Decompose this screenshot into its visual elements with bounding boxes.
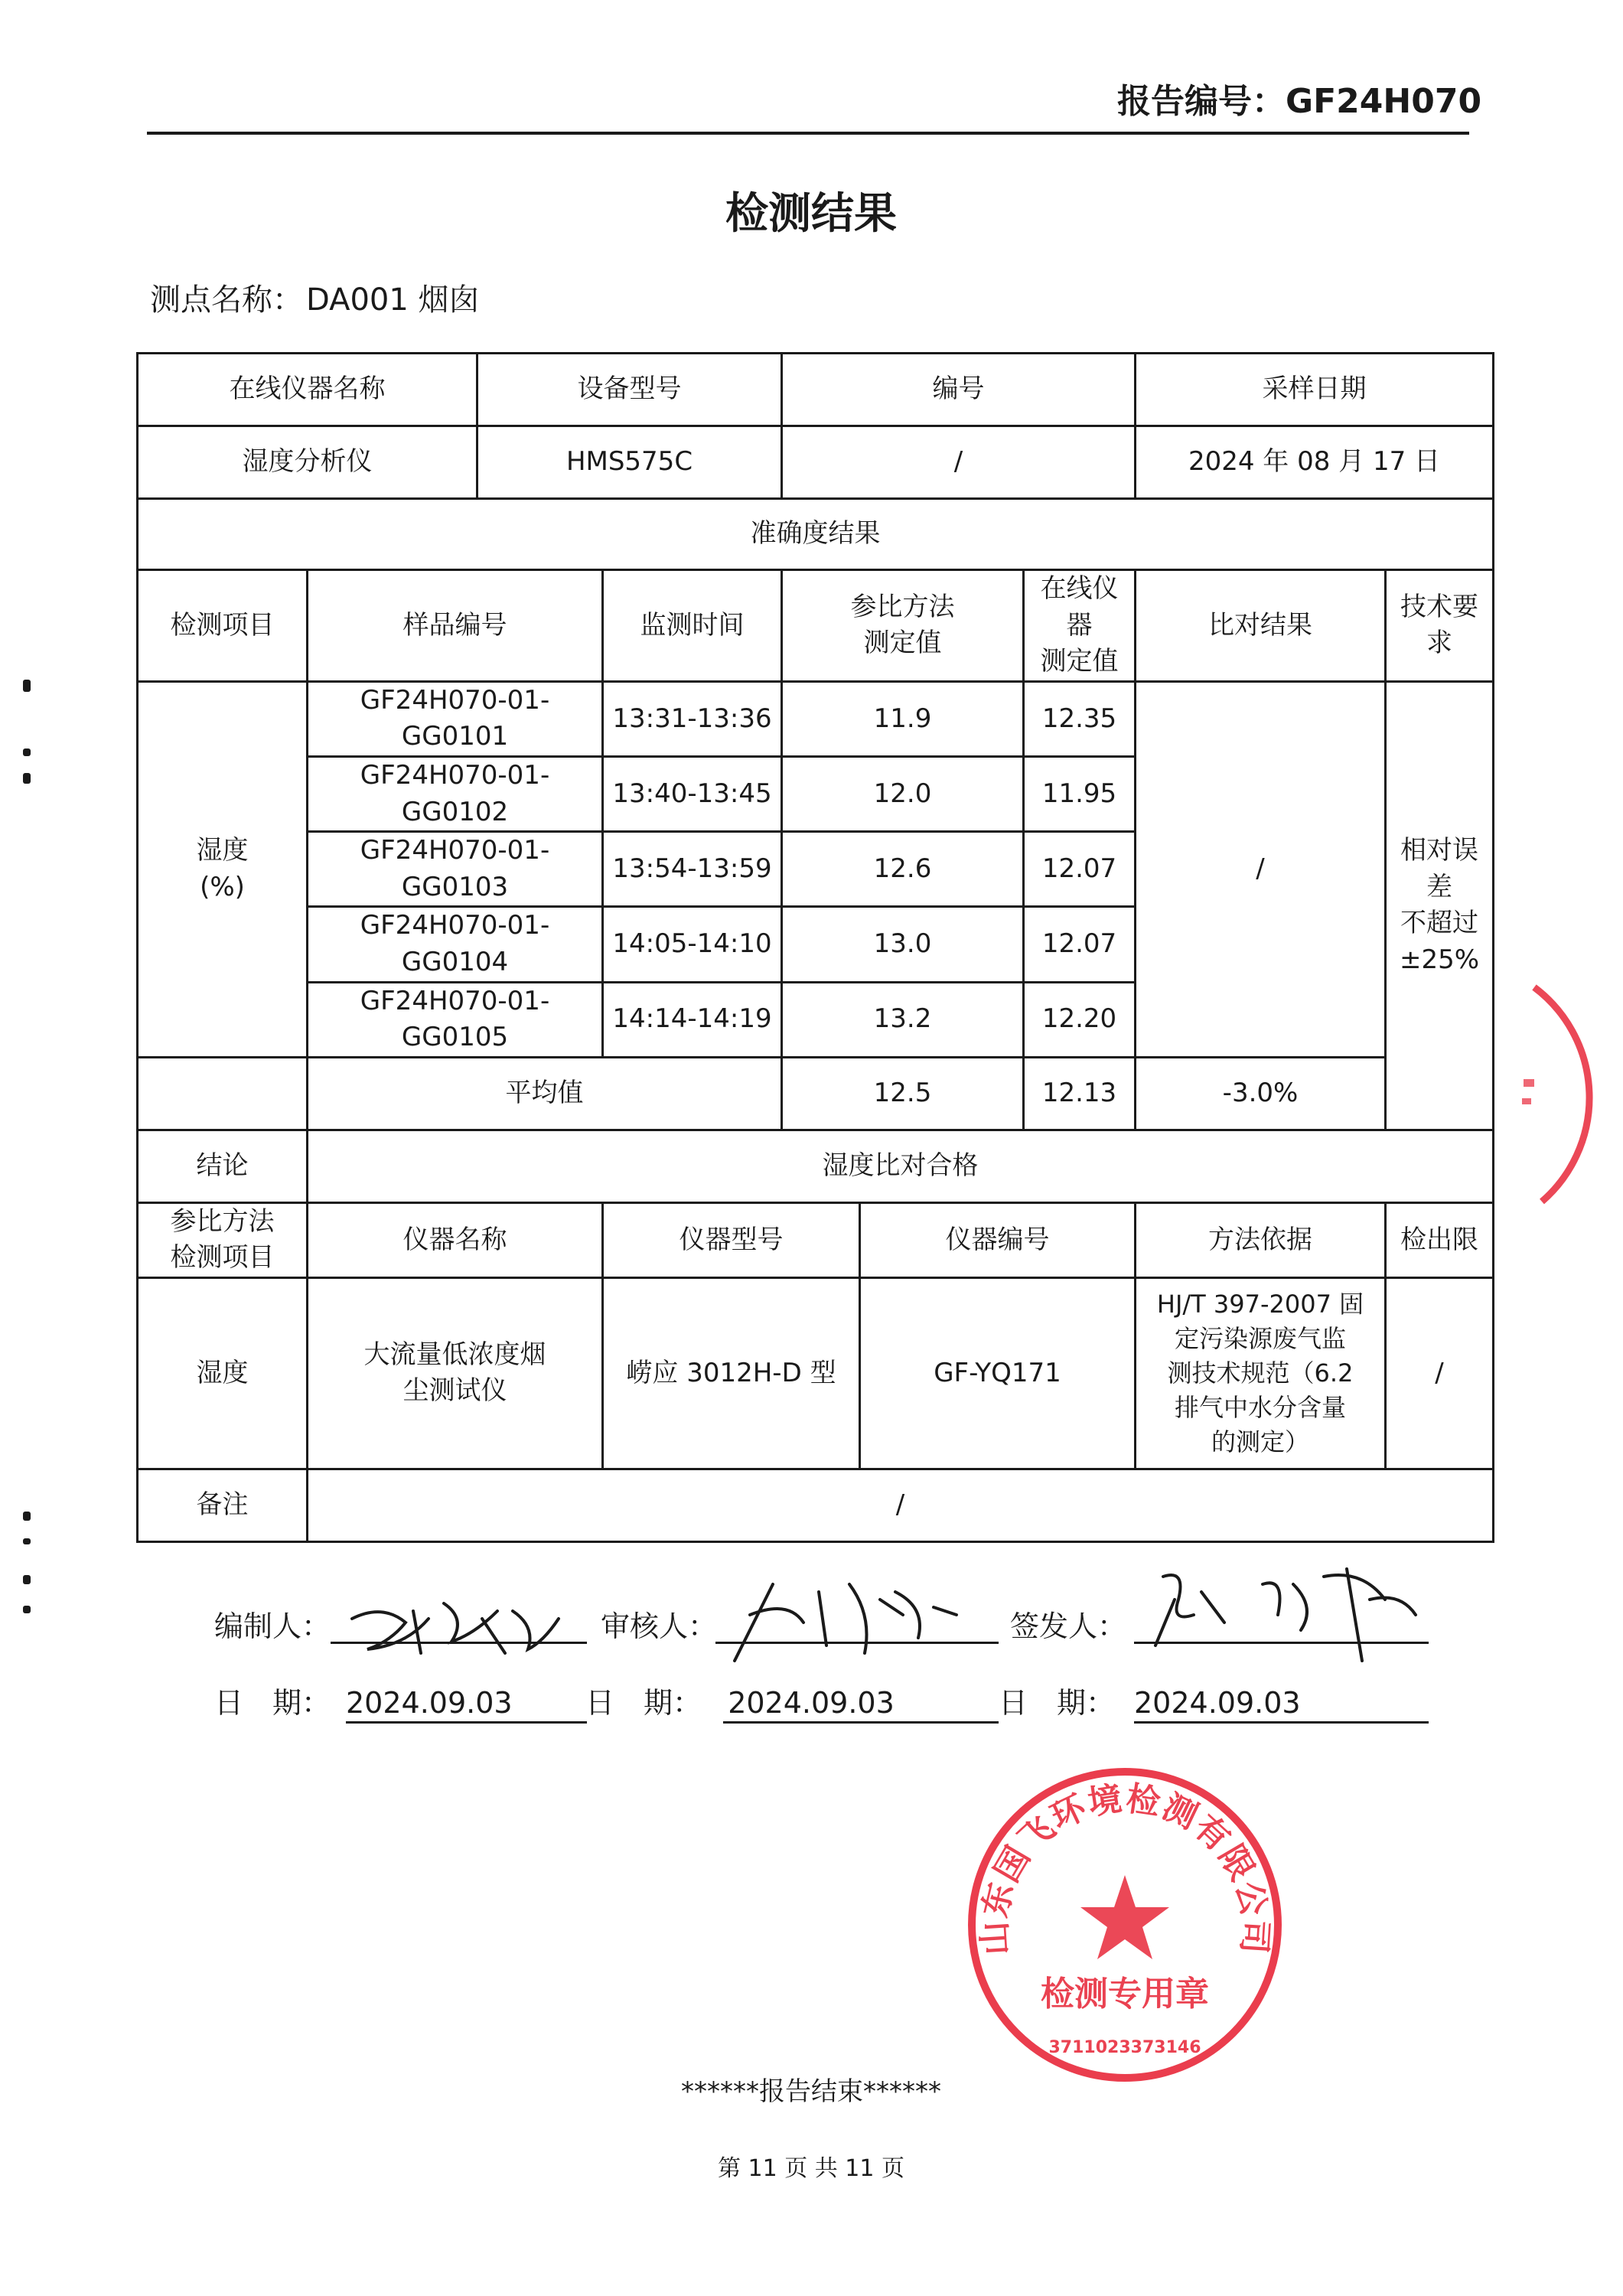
header-test-item: 检测项目 bbox=[138, 570, 308, 682]
header-instrument-model: 仪器型号 bbox=[603, 1202, 860, 1277]
remark-value: / bbox=[308, 1469, 1494, 1541]
reference-value: 12.0 bbox=[782, 756, 1024, 831]
test-item-continued bbox=[138, 1057, 308, 1130]
online-value: 12.07 bbox=[1024, 907, 1136, 982]
online-value: 12.35 bbox=[1024, 681, 1136, 756]
header-instrument-name: 仪器名称 bbox=[308, 1202, 603, 1277]
binding-mark bbox=[23, 1512, 31, 1521]
binding-mark bbox=[23, 1575, 31, 1584]
reference-value: 13.0 bbox=[782, 907, 1024, 982]
average-compare-result: -3.0% bbox=[1136, 1057, 1386, 1130]
header-divider bbox=[147, 132, 1469, 135]
reference-instrument-model: 崂应 3012H-D 型 bbox=[603, 1277, 860, 1469]
reference-instrument-number: GF-YQ171 bbox=[860, 1277, 1136, 1469]
issuer-date-label: 日 期： bbox=[999, 1686, 1116, 1720]
compiler-signature bbox=[337, 1588, 566, 1665]
binding-mark bbox=[23, 773, 31, 784]
header-method-basis: 方法依据 bbox=[1136, 1202, 1386, 1277]
sample-id: GF24H070-01-GG0105 bbox=[308, 982, 603, 1057]
seal-star-icon bbox=[1080, 1875, 1169, 1959]
header-reference-value: 参比方法 测定值 bbox=[782, 570, 1024, 682]
header-online-instrument: 在线仪器名称 bbox=[138, 354, 477, 426]
header-serial: 编号 bbox=[782, 354, 1136, 426]
header-sampling-date: 采样日期 bbox=[1136, 354, 1494, 426]
monitor-time: 13:40-13:45 bbox=[603, 756, 782, 831]
online-value: 12.07 bbox=[1024, 832, 1136, 907]
header-instrument-number: 仪器编号 bbox=[860, 1202, 1136, 1277]
header-tech-requirement: 技术要求 bbox=[1386, 570, 1494, 682]
header-detection-limit: 检出限 bbox=[1386, 1202, 1494, 1277]
reviewer-date-label: 日 期： bbox=[585, 1686, 702, 1720]
reviewer-label: 审核人： bbox=[601, 1609, 718, 1643]
issuer-label: 签发人： bbox=[1010, 1609, 1127, 1643]
side-seal-fragment bbox=[1519, 980, 1623, 1209]
instrument-name: 湿度分析仪 bbox=[138, 426, 477, 499]
binding-mark bbox=[23, 1538, 31, 1544]
header-device-model: 设备型号 bbox=[477, 354, 782, 426]
online-value: 12.20 bbox=[1024, 982, 1136, 1057]
monitor-time: 14:14-14:19 bbox=[603, 982, 782, 1057]
page-number: 第 11 页 共 11 页 bbox=[717, 2155, 905, 2182]
remark-label: 备注 bbox=[138, 1469, 308, 1541]
device-model: HMS575C bbox=[477, 426, 782, 499]
seal-label: 检测专用章 bbox=[1041, 1975, 1209, 2014]
page-title: 检测结果 bbox=[725, 189, 897, 239]
reference-value: 11.9 bbox=[782, 681, 1024, 756]
report-number: 报告编号：GF24H070 bbox=[1117, 82, 1482, 121]
monitor-time: 14:05-14:10 bbox=[603, 907, 782, 982]
accuracy-section-title: 准确度结果 bbox=[138, 499, 1494, 570]
header-monitor-time: 监测时间 bbox=[603, 570, 782, 682]
monitor-time: 13:54-13:59 bbox=[603, 832, 782, 907]
measurement-point-label: 测点名称： bbox=[150, 282, 303, 318]
monitor-time: 13:31-13:36 bbox=[603, 681, 782, 756]
reference-detection-limit: / bbox=[1386, 1277, 1494, 1469]
average-label: 平均值 bbox=[308, 1057, 782, 1130]
sampling-date: 2024 年 08 月 17 日 bbox=[1136, 426, 1494, 499]
binding-mark bbox=[23, 680, 31, 692]
sample-id: GF24H070-01-GG0102 bbox=[308, 756, 603, 831]
online-value: 11.95 bbox=[1024, 756, 1136, 831]
conclusion-label: 结论 bbox=[138, 1130, 308, 1202]
header-compare-result: 比对结果 bbox=[1136, 570, 1386, 682]
compare-result: / bbox=[1136, 681, 1386, 1057]
binding-mark bbox=[23, 1606, 31, 1613]
reviewer-date: 2024.09.03 bbox=[728, 1686, 895, 1720]
results-table bbox=[136, 352, 1494, 1543]
issuer-signature bbox=[1140, 1554, 1431, 1668]
binding-mark bbox=[23, 748, 31, 756]
compiler-label: 编制人： bbox=[214, 1609, 331, 1643]
reference-value: 12.6 bbox=[782, 832, 1024, 907]
header-sample-id: 样品编号 bbox=[308, 570, 603, 682]
average-online: 12.13 bbox=[1024, 1057, 1136, 1130]
report-end-mark: ******报告结束****** bbox=[681, 2076, 941, 2107]
header-online-value: 在线仪器 测定值 bbox=[1024, 570, 1136, 682]
reference-value: 13.2 bbox=[782, 982, 1024, 1057]
measurement-point bbox=[150, 279, 839, 321]
reference-method-basis: HJ/T 397-2007 固 定污染源废气监 测技术规范（6.2 排气中水分含量 的测定） bbox=[1136, 1277, 1386, 1469]
average-reference: 12.5 bbox=[782, 1057, 1024, 1130]
measurement-point-value: DA001 烟囱 bbox=[306, 282, 480, 318]
conclusion-value: 湿度比对合格 bbox=[308, 1130, 1494, 1202]
date-row bbox=[214, 1680, 1454, 1741]
reference-item: 湿度 bbox=[138, 1277, 308, 1469]
signature-row bbox=[214, 1596, 1454, 1657]
compiler-date-label: 日 期： bbox=[214, 1686, 331, 1720]
seal-number: 3711023373146 bbox=[1048, 2038, 1201, 2057]
header-reference-item: 参比方法 检测项目 bbox=[138, 1202, 308, 1277]
seal-company: 山东国飞环境检测有限公司 bbox=[974, 1779, 1276, 1957]
sample-id: GF24H070-01-GG0103 bbox=[308, 832, 603, 907]
reviewer-signature bbox=[719, 1569, 972, 1668]
compiler-date: 2024.09.03 bbox=[346, 1686, 513, 1720]
issuer-date: 2024.09.03 bbox=[1134, 1686, 1301, 1720]
test-item-humidity: 湿度 (%) bbox=[138, 681, 308, 1057]
sample-id: GF24H070-01-GG0101 bbox=[308, 681, 603, 756]
tech-requirement: 相对误差 不超过 ±25% bbox=[1386, 681, 1494, 1130]
serial-number: / bbox=[782, 426, 1136, 499]
official-seal bbox=[960, 1760, 1289, 2089]
reference-instrument-name: 大流量低浓度烟 尘测试仪 bbox=[308, 1277, 603, 1469]
sample-id: GF24H070-01-GG0104 bbox=[308, 907, 603, 982]
